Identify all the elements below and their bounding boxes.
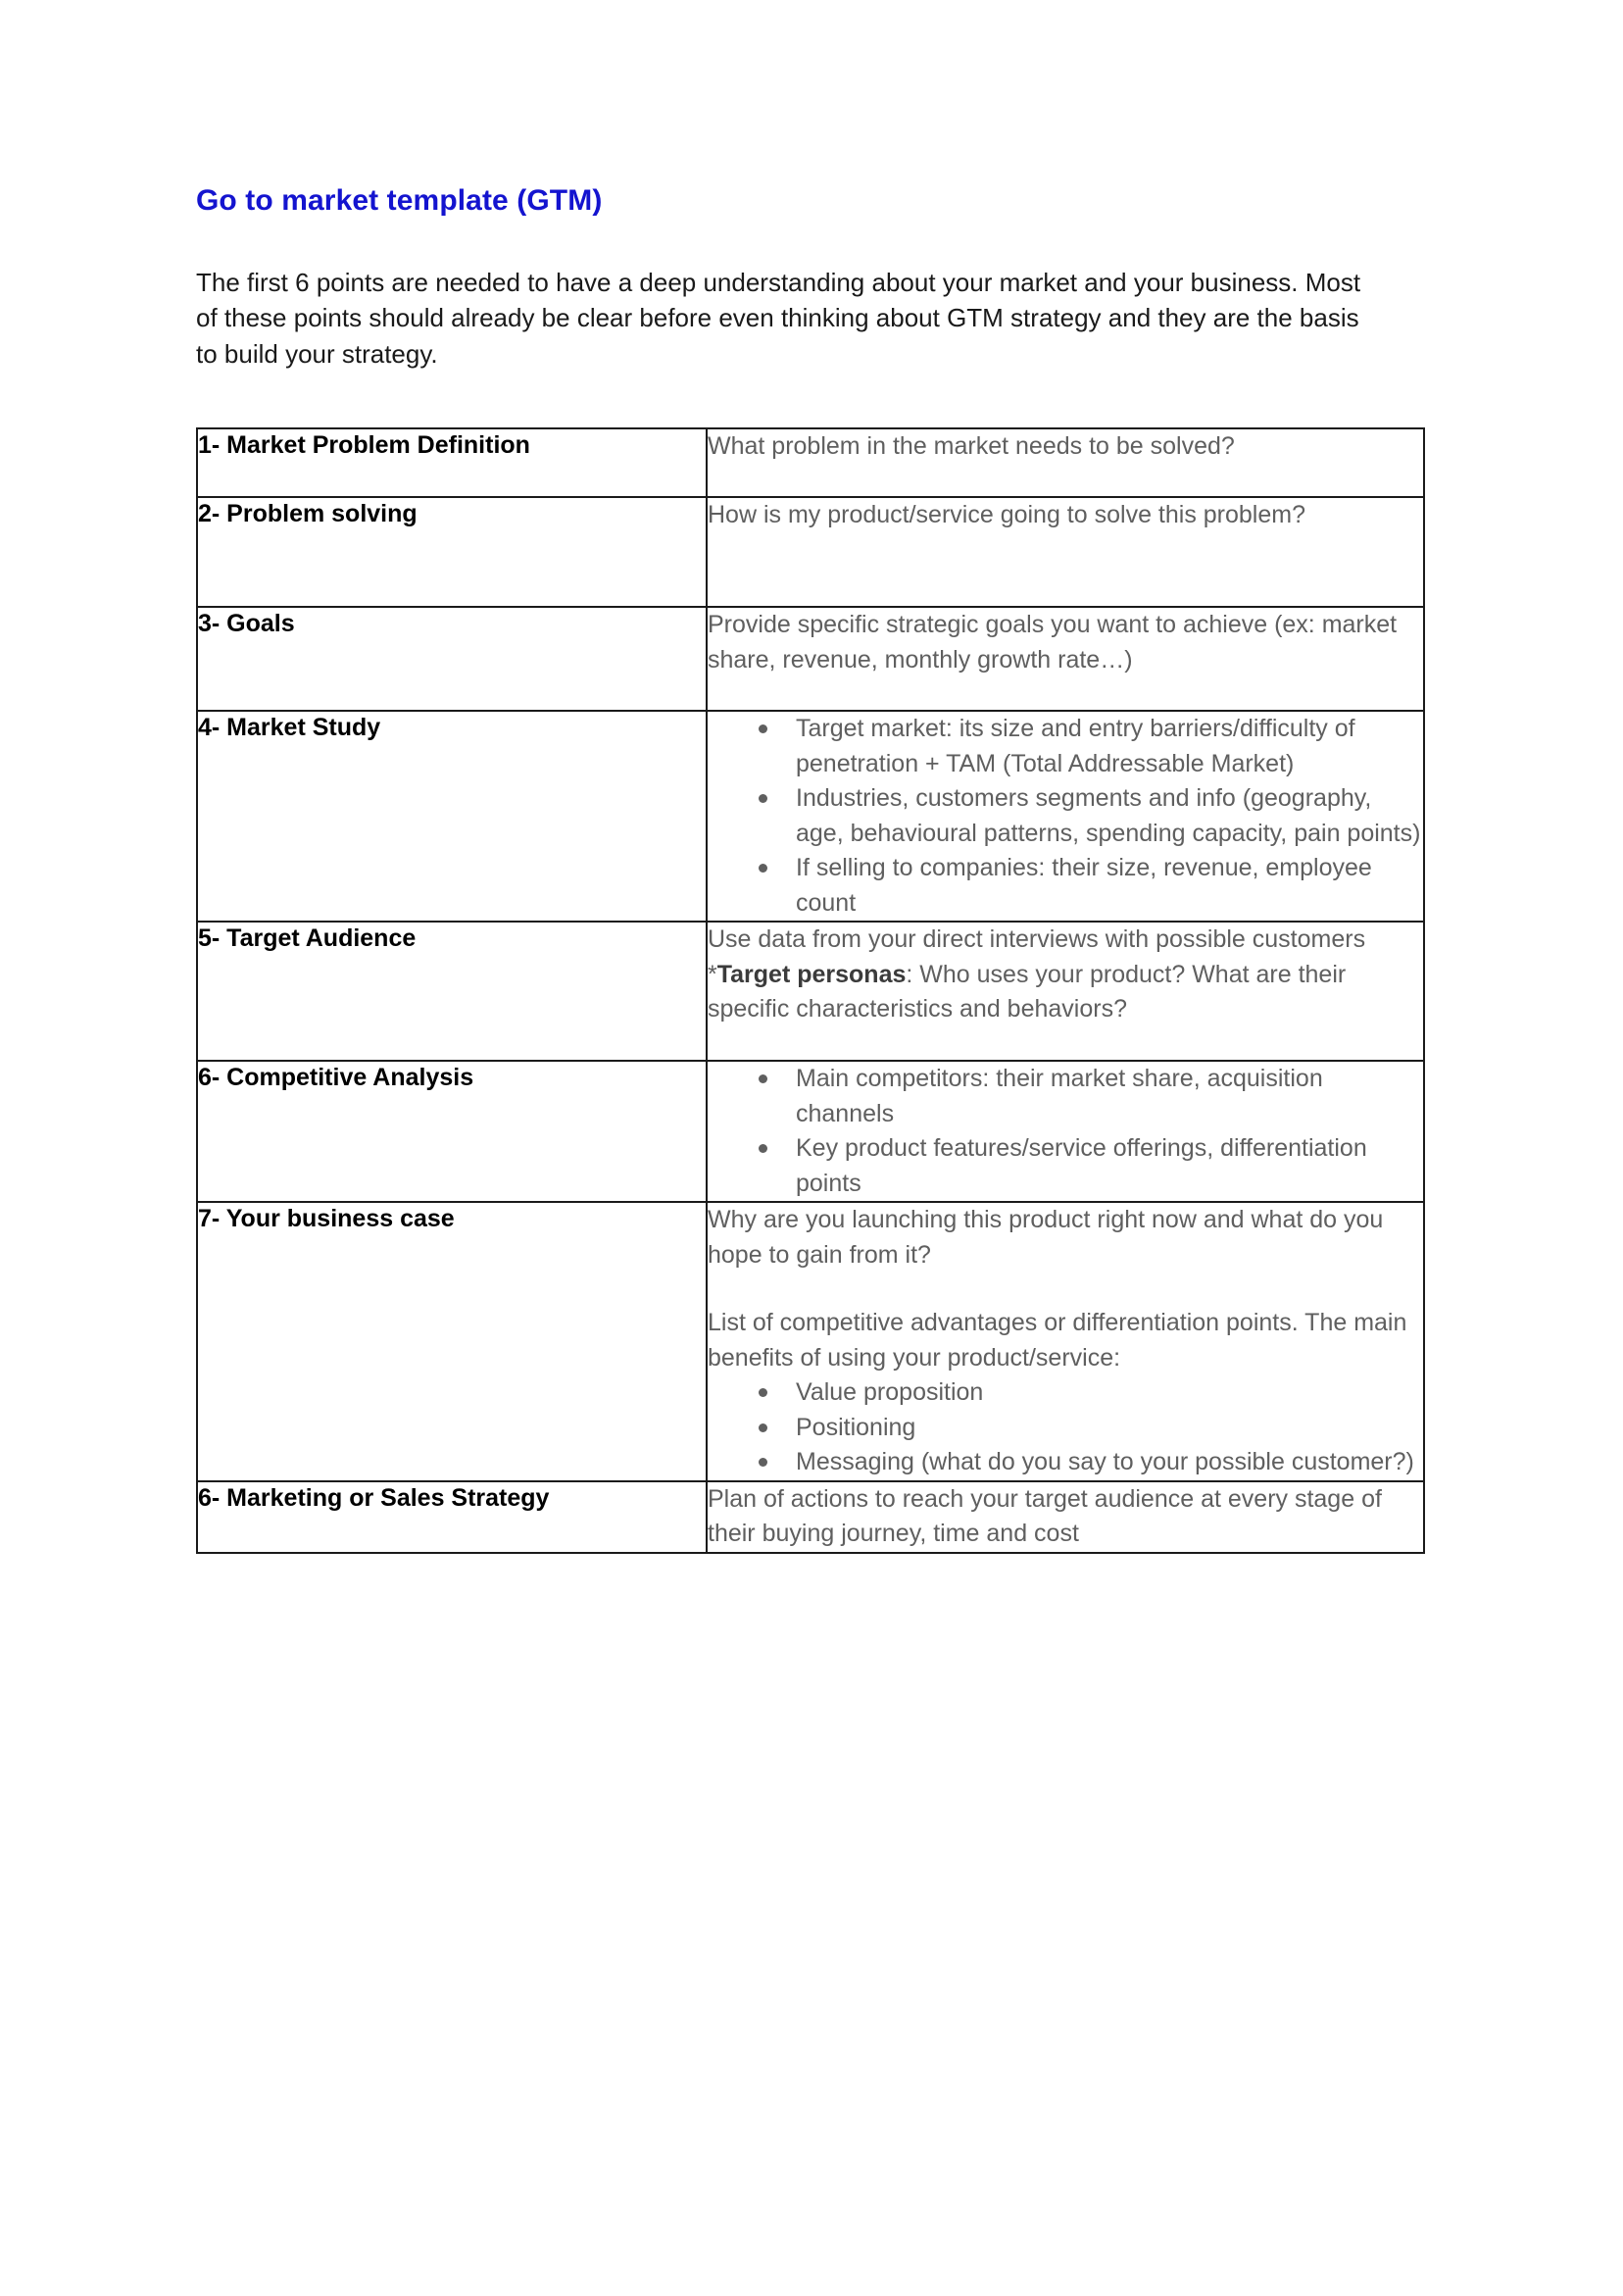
- row-label-cell: [197, 497, 707, 607]
- row-description-cell: [707, 1481, 1424, 1553]
- row-description-cell: [707, 607, 1424, 711]
- row-label-cell: [197, 1202, 707, 1481]
- row-label: 5- Target Audience: [198, 924, 417, 953]
- list-item-label: Positioning: [796, 1413, 916, 1441]
- list-item: [753, 1445, 1423, 1480]
- row-description-line: Use data from your direct interviews with possible customers: [708, 925, 1366, 954]
- row-label: 3- Goals: [198, 610, 295, 638]
- list-item-label: Messaging (what do you say to your possible customer?): [796, 1448, 1414, 1476]
- row-description: Why are you launching this product right now and what do you hope to gain from it?: [708, 1206, 1384, 1269]
- row-description-cell: [707, 1202, 1424, 1481]
- table-row: [197, 1061, 1424, 1202]
- row-label: 6- Marketing or Sales Strategy: [198, 1483, 550, 1512]
- row-bullet-list: [708, 1062, 1423, 1201]
- bullet-dot-icon: [759, 1144, 767, 1153]
- bullet-dot-icon: [759, 1458, 767, 1467]
- bullet-dot-icon: [759, 1074, 767, 1083]
- row-description: How is my product/service going to solve this problem?: [708, 501, 1305, 529]
- list-item-label: Main competitors: their market share, acquisition channels: [796, 1065, 1323, 1127]
- row-description-cell: [707, 711, 1424, 922]
- row-bullet-list: [708, 712, 1423, 921]
- list-item-label: If selling to companies: their size, revenue, employee count: [796, 854, 1372, 917]
- list-item: [753, 1131, 1423, 1201]
- table-row: [197, 428, 1424, 497]
- bullet-dot-icon: [759, 864, 767, 873]
- row-description-cell: [707, 428, 1424, 497]
- row-label-cell: [197, 1061, 707, 1202]
- row-label: 1- Market Problem Definition: [198, 431, 530, 460]
- row-description: Provide specific strategic goals you want to achieve (ex: market share, revenue, monthly growth rate…): [708, 611, 1398, 674]
- list-item: [753, 781, 1423, 851]
- intro-paragraph: The first 6 points are needed to have a deep understanding about your market and your business. Most of these points should already be clear before even thinking about GTM strategy and they are the basis to build your strategy.: [196, 267, 1361, 370]
- row-description: Plan of actions to reach your target audience at every stage of their buying journey, time and cost: [708, 1484, 1382, 1548]
- table-row: [197, 607, 1424, 711]
- row-label-cell: [197, 428, 707, 497]
- gtm-template-table: [196, 427, 1425, 1554]
- list-item: [753, 851, 1423, 921]
- row-description-cell: [707, 1061, 1424, 1202]
- row-bullet-list: [708, 1375, 1423, 1480]
- bullet-dot-icon: [759, 724, 767, 733]
- row-label: 4- Market Study: [198, 714, 381, 742]
- list-item: [753, 712, 1423, 781]
- target-personas-label: Target personas: [716, 960, 907, 988]
- table-row: [197, 711, 1424, 922]
- bullet-dot-icon: [759, 1388, 767, 1397]
- row-label-cell: [197, 607, 707, 711]
- row-description-cell: [707, 922, 1424, 1061]
- list-item-label: Key product features/service offerings, differentiation points: [796, 1134, 1367, 1197]
- row-label: 2- Problem solving: [198, 500, 418, 528]
- row-description-cell: [707, 497, 1424, 607]
- list-item-label: Value proposition: [796, 1378, 984, 1407]
- list-item: [753, 1375, 1423, 1411]
- row-label-cell: [197, 711, 707, 922]
- row-description-secondary: List of competitive advantages or differentiation points. The main benefits of using your product/service:: [708, 1309, 1407, 1372]
- table-row: [197, 1481, 1424, 1553]
- paragraph-spacer: [708, 1273, 1423, 1306]
- page-title: Go to market template (GTM): [196, 184, 603, 217]
- list-item-label: Industries, customers segments and info (geography, age, behavioural patterns, spending capacity, pain points): [796, 784, 1421, 847]
- list-item-label: Target market: its size and entry barriers/difficulty of penetration + TAM (Total Addressable Market): [796, 715, 1355, 777]
- target-personas-question: : Who uses your product? What are their specific characteristics and behaviors?: [708, 960, 1347, 1023]
- row-label: 7- Your business case: [198, 1205, 455, 1233]
- target-personas-prefix: *: [708, 960, 717, 988]
- table-row: [197, 922, 1424, 1061]
- list-item: [753, 1062, 1423, 1131]
- row-description: What problem in the market needs to be solved?: [708, 432, 1235, 461]
- row-description: [708, 923, 1423, 1060]
- list-item: [753, 1411, 1423, 1446]
- bullet-dot-icon: [759, 1423, 767, 1432]
- row-label-cell: [197, 922, 707, 1061]
- bullet-dot-icon: [759, 794, 767, 803]
- row-label-cell: [197, 1481, 707, 1553]
- document-content: [196, 182, 1423, 1554]
- table-row: [197, 1202, 1424, 1481]
- row-label: 6- Competitive Analysis: [198, 1064, 474, 1092]
- table-row: [197, 497, 1424, 607]
